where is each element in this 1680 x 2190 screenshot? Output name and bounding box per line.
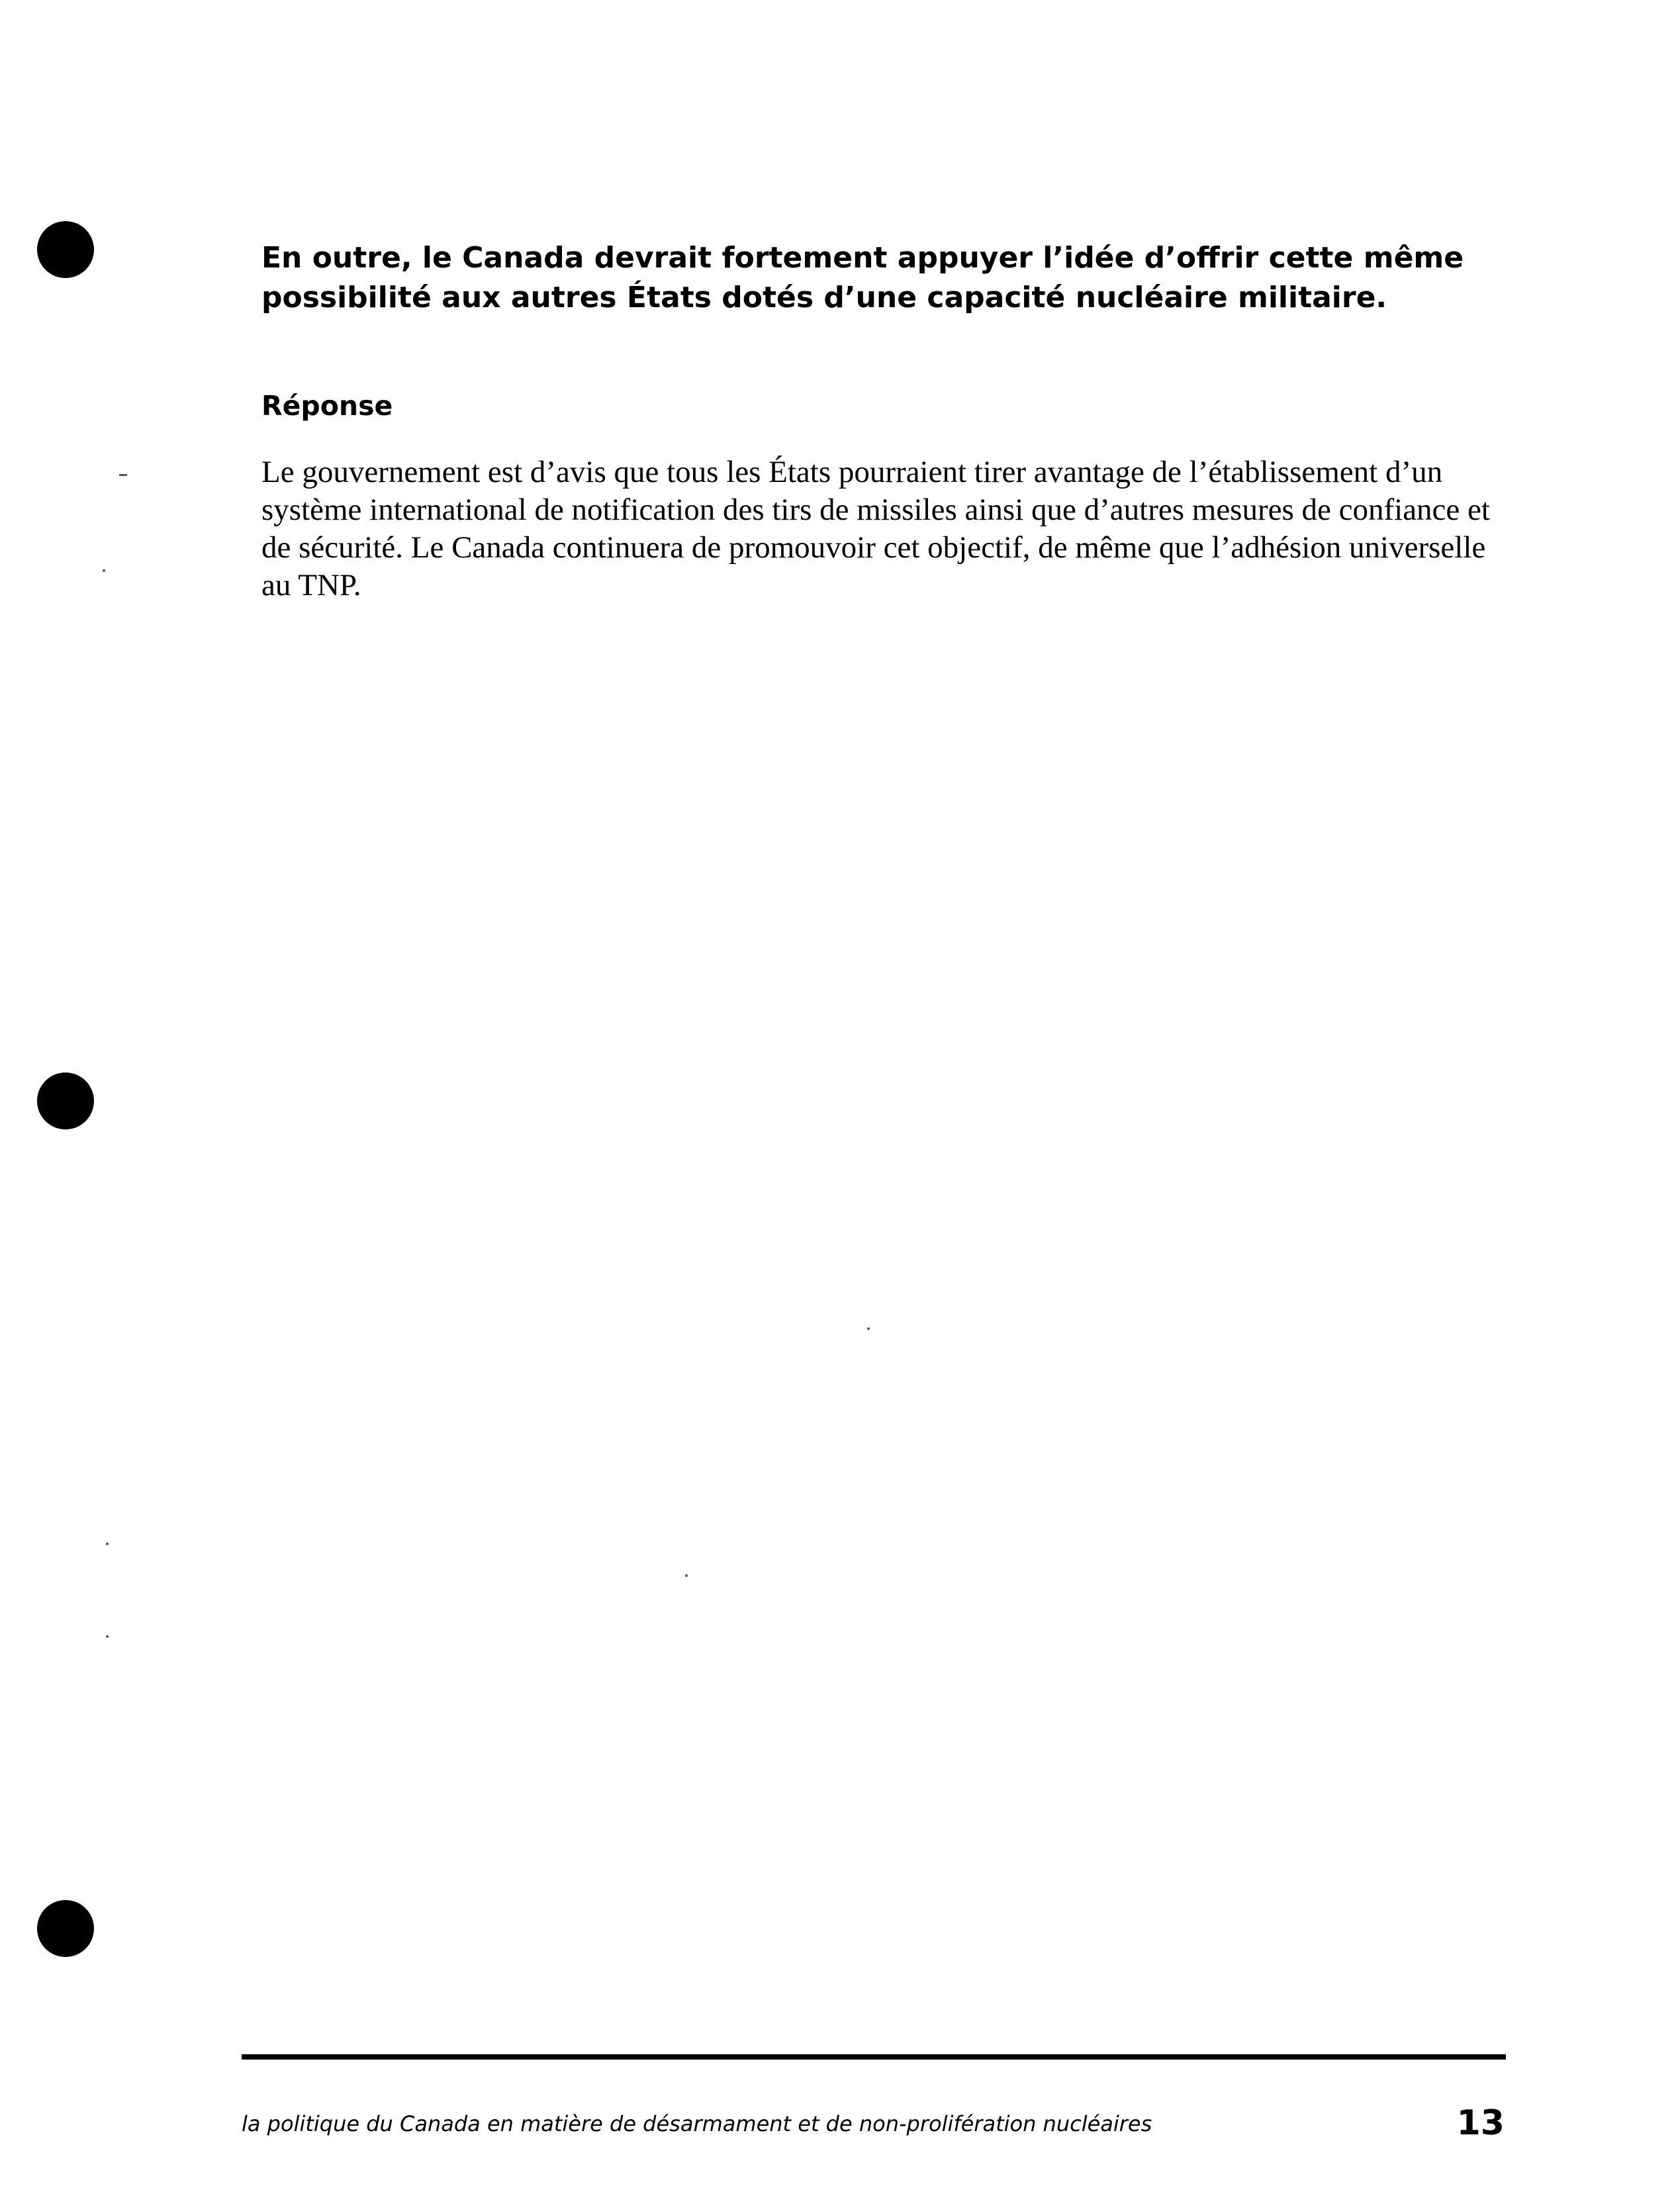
- response-body: Le gouvernement est d’avis que tous les États pourraient tirer avantage de l’établissement d’un système international de notification des tirs de missiles ainsi que d’autres mesures de confiance et de sécurité. Le Canada continuera de promouvoir cet objectif, de même que l’adhésion universelle au TNP.: [261, 455, 1490, 602]
- footer-title: la politique du Canada en matière de désarmament et de non-prolifération nucléaires: [242, 2111, 1152, 2136]
- punch-hole-middle: [37, 1072, 94, 1129]
- punch-hole-top: [37, 221, 94, 278]
- footer-rule: [242, 2054, 1506, 2060]
- scan-speck: [106, 1543, 109, 1545]
- scan-speck: [119, 474, 127, 476]
- scan-speck: [106, 1635, 109, 1638]
- response-heading: Réponse: [261, 390, 393, 422]
- scan-speck: [685, 1574, 688, 1577]
- scan-speck: [867, 1327, 870, 1330]
- recommendation-text: En outre, le Canada devrait fortement appuyer l’idée d’offrir cette même possibilité aux autres États dotés d’une capacité nucléaire militaire.: [261, 241, 1464, 314]
- punch-hole-bottom: [37, 1900, 94, 1957]
- page-number: 13: [1456, 2103, 1505, 2143]
- scan-speck: [103, 569, 105, 572]
